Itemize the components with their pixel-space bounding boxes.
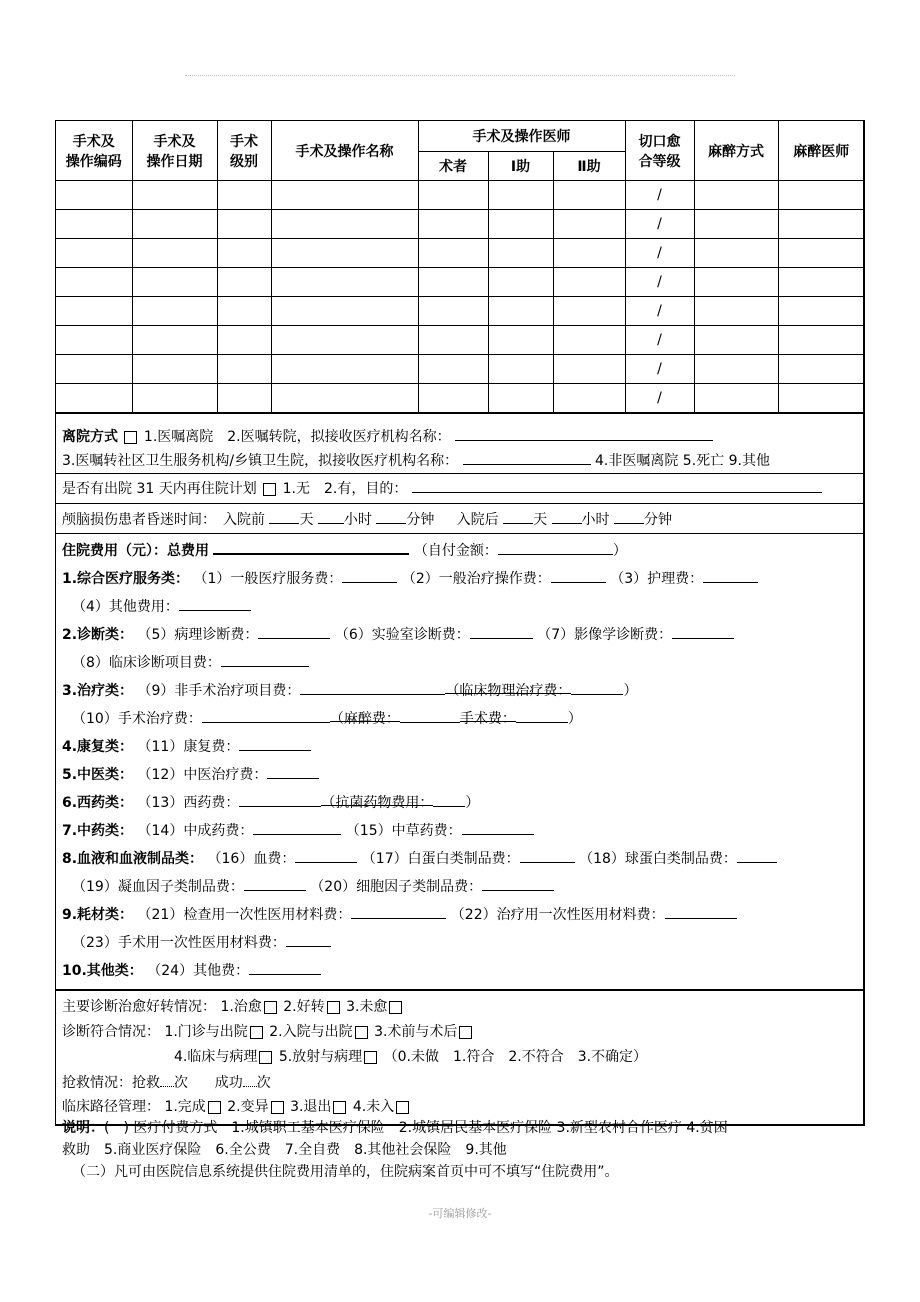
table-cell[interactable] (553, 239, 625, 268)
table-cell[interactable] (217, 297, 271, 326)
fee-2-label: （2）一般治疗操作费： (401, 571, 551, 587)
table-cell[interactable] (132, 268, 217, 297)
table-cell[interactable] (56, 355, 132, 384)
physio-close: ） (623, 683, 638, 699)
table-cell[interactable] (217, 239, 271, 268)
coma-before-minutes[interactable] (376, 507, 406, 524)
table-cell[interactable] (488, 355, 553, 384)
fees-section (56, 533, 863, 990)
table-cell[interactable] (271, 210, 418, 239)
antibiotic-fee-label: （抗菌药物费用： (321, 789, 433, 806)
table-cell[interactable] (56, 297, 132, 326)
table-cell[interactable] (56, 239, 132, 268)
cat-2-label: 2.诊断类： (62, 627, 134, 643)
col-anesthesiologist: 麻醉医师 (778, 121, 864, 181)
incision-grade-cell[interactable]: / (625, 239, 694, 268)
pathway-option-1: 1.完成 (164, 1099, 206, 1115)
fee-17-label: （17）白蛋白类制品费： (361, 851, 520, 867)
table-row (56, 239, 864, 268)
col-op-level: 手术 级别 (217, 121, 271, 181)
discharge-checkbox[interactable] (124, 431, 137, 444)
fee-15-label: （15）中草药费： (345, 823, 462, 839)
fee-12-field[interactable] (267, 762, 319, 779)
fee-11-label: （11）康复费： (137, 739, 240, 755)
pathway-option-3: 3.退出 (290, 1099, 332, 1115)
coma-after-minutes[interactable] (614, 507, 644, 524)
cat-8-label: 8.血液和血液制品类： (62, 851, 204, 867)
table-cell[interactable] (56, 210, 132, 239)
table-cell[interactable] (418, 384, 488, 413)
pathway-checkbox-1[interactable] (208, 1101, 221, 1114)
coma-section (56, 503, 863, 533)
table-row (56, 384, 864, 413)
coma-after-label: 入院后 (456, 512, 499, 528)
table-cell[interactable] (132, 297, 217, 326)
table-cell[interactable] (694, 326, 778, 355)
match-option-5: 5.放射与病理 (278, 1049, 363, 1065)
table-cell[interactable] (694, 355, 778, 384)
fee-6-label: （6）实验室诊断费： (334, 627, 470, 643)
clinical-pathway-label: 临床路径管理： (62, 1099, 160, 1115)
table-cell[interactable] (418, 239, 488, 268)
coma-label: 颅脑损伤患者昏迷时间： 入院前 (62, 512, 265, 528)
cure-status-label: 主要诊断治愈好转情况： (62, 999, 216, 1015)
table-cell[interactable] (488, 210, 553, 239)
pathway-checkbox-2[interactable] (271, 1101, 284, 1114)
match-option-1: 1.门诊与出院 (164, 1024, 248, 1040)
cat-3-label: 3.治疗类： (62, 683, 134, 699)
table-row (56, 210, 864, 239)
fee-10-label: （10）手术治疗费： (72, 711, 202, 727)
fee-1-label: （1）一般医疗服务费： (193, 571, 343, 587)
notes-section (62, 1117, 862, 1183)
match-option-4: 4.临床与病理 (174, 1049, 258, 1065)
match-checkbox-4[interactable] (259, 1051, 272, 1064)
fee-20-field[interactable] (482, 874, 554, 891)
fee-23-label: （23）手术用一次性医用材料费： (72, 935, 286, 951)
diagnosis-match-label: 诊断符合情况： (62, 1024, 160, 1040)
table-cell[interactable] (778, 181, 864, 210)
table-cell[interactable] (217, 326, 271, 355)
fee-13-label: （13）西药费： (137, 795, 240, 811)
fee-5-field[interactable] (258, 622, 330, 639)
fee-19-field[interactable] (244, 874, 306, 891)
table-cell[interactable] (778, 239, 864, 268)
table-cell[interactable] (418, 210, 488, 239)
table-cell[interactable] (553, 384, 625, 413)
cure-option-2: 2.好转 (283, 999, 325, 1015)
outcome-section (56, 990, 863, 1124)
table-cell[interactable] (217, 268, 271, 297)
fee-15-field[interactable] (462, 818, 534, 835)
fee-24-label: （24）其他费： (147, 963, 250, 979)
table-cell[interactable] (132, 239, 217, 268)
discharge-options-3: 4.非医嘱离院 5.死亡 9.其他 (594, 453, 770, 469)
table-cell[interactable] (694, 384, 778, 413)
table-cell[interactable] (271, 239, 418, 268)
table-cell[interactable] (694, 297, 778, 326)
fee-7-field[interactable] (672, 622, 734, 639)
table-cell[interactable] (553, 326, 625, 355)
table-cell[interactable] (132, 384, 217, 413)
cat-6-label: 6.西药类： (62, 795, 134, 811)
table-cell[interactable] (488, 268, 553, 297)
fee-14-field[interactable] (253, 818, 341, 835)
anesthesia-fee-field[interactable] (400, 706, 460, 723)
coma-after-hours-unit: 小时 (581, 512, 610, 528)
table-row (56, 268, 864, 297)
table-cell[interactable] (56, 326, 132, 355)
match-checkbox-5[interactable] (364, 1051, 377, 1064)
notes-payment-methods-cont: 救助 5.商业医疗保险 6.全公费 7.全自费 8.其他社会保险 9.其他 (62, 1142, 507, 1158)
match-option-2: 2.入院与出院 (269, 1024, 353, 1040)
surgery-close: ） (567, 711, 582, 727)
table-cell[interactable] (217, 355, 271, 384)
coma-after-days[interactable] (503, 507, 533, 524)
table-cell[interactable] (271, 355, 418, 384)
notes-fee-remark: （二）凡可由医院信息系统提供住院费用清单的，住院病案首页中可不填写“住院费用”。 (72, 1164, 619, 1180)
fee-3-field[interactable] (703, 566, 758, 583)
fee-16-label: （16）血费： (207, 851, 296, 867)
col-op-doctors: 手术及操作医师 (418, 121, 625, 152)
incision-grade-cell[interactable]: / (625, 355, 694, 384)
fee-21-field[interactable] (351, 902, 446, 919)
table-cell[interactable] (271, 268, 418, 297)
medical-record-form (55, 120, 865, 1126)
fee-4-field[interactable] (179, 594, 251, 611)
table-cell[interactable] (271, 326, 418, 355)
table-cell[interactable] (418, 181, 488, 210)
table-cell[interactable] (418, 268, 488, 297)
incision-grade-cell[interactable]: / (625, 181, 694, 210)
readmission-options: 1.无 2.有，目的： (282, 481, 408, 497)
table-row (56, 326, 864, 355)
table-cell[interactable] (778, 210, 864, 239)
antibiotic-fee-field[interactable] (433, 790, 465, 807)
fee-9-label: （9）非手术治疗项目费： (137, 683, 301, 699)
cat-5-label: 5.中医类： (62, 767, 134, 783)
cat-9-label: 9.耗材类： (62, 907, 134, 923)
fee-19-label: （19）凝血因子类制品费： (72, 879, 244, 895)
readmission-purpose-field[interactable] (412, 476, 822, 493)
self-pay-field[interactable] (498, 538, 613, 555)
table-cell[interactable] (56, 268, 132, 297)
table-cell[interactable] (271, 181, 418, 210)
table-cell[interactable] (694, 268, 778, 297)
operations-table (56, 121, 864, 413)
rescue-success-label: 成功 (214, 1075, 243, 1091)
discharge-section (56, 413, 863, 473)
physio-fee-field[interactable] (571, 678, 623, 695)
match-checkbox-3[interactable] (459, 1026, 472, 1039)
cat-10-label: 10.其他类： (62, 963, 143, 979)
discharge-label: 离院方式 (62, 429, 118, 445)
coma-before-hours[interactable] (318, 507, 344, 524)
table-cell[interactable] (778, 384, 864, 413)
cure-checkbox-1[interactable] (264, 1001, 277, 1014)
fee-8-field[interactable] (221, 650, 309, 667)
table-cell[interactable] (217, 181, 271, 210)
readmission-label: 是否有出院 31 天内再住院计划 (62, 481, 257, 497)
header-dotted-rule (185, 75, 735, 76)
table-cell[interactable] (418, 297, 488, 326)
fee-23-field[interactable] (286, 930, 331, 947)
fee-6-field[interactable] (470, 622, 533, 639)
coma-before-days[interactable] (269, 507, 299, 524)
cure-checkbox-2[interactable] (327, 1001, 340, 1014)
col-incision-grade: 切口愈 合等级 (625, 121, 694, 181)
fee-9-field[interactable] (300, 678, 445, 695)
col-op-date: 手术及 操作日期 (132, 121, 217, 181)
physio-fee-label: （临床物理治疗费： (445, 677, 571, 694)
table-row (56, 297, 864, 326)
fee-18-field[interactable] (737, 846, 777, 863)
pathway-checkbox-3[interactable] (333, 1101, 346, 1114)
antibiotic-close: ） (465, 795, 480, 811)
fee-21-label: （21）检查用一次性医用材料费： (137, 907, 352, 923)
match-option-3: 3.术前与术后 (374, 1024, 458, 1040)
table-cell[interactable] (778, 268, 864, 297)
table-cell[interactable] (553, 210, 625, 239)
col-assistant-2: Ⅱ助 (553, 152, 625, 181)
table-cell[interactable] (553, 181, 625, 210)
total-fee-field[interactable] (213, 537, 409, 555)
match-legend: （0.未做 1.符合 2.不符合 3.不确定） (383, 1049, 648, 1065)
table-cell[interactable] (488, 239, 553, 268)
rescue-success-field[interactable] (243, 1070, 257, 1087)
table-cell[interactable] (488, 181, 553, 210)
surgery-fee-label: 手术费： (460, 705, 516, 722)
coma-minutes-unit: 分钟 (406, 512, 435, 528)
fee-22-label: （22）治疗用一次性医用材料费： (450, 907, 665, 923)
match-checkbox-1[interactable] (250, 1026, 263, 1039)
table-cell[interactable] (217, 210, 271, 239)
surgery-fee-field[interactable] (516, 706, 568, 723)
community-hospital-field[interactable] (463, 448, 591, 465)
pathway-checkbox-4[interactable] (396, 1101, 409, 1114)
table-cell[interactable] (553, 355, 625, 384)
coma-after-hours[interactable] (552, 507, 582, 524)
fee-4-label: （4）其他费用： (72, 599, 179, 615)
table-cell[interactable] (56, 181, 132, 210)
col-op-code: 手术及 操作编码 (56, 121, 132, 181)
fee-7-label: （7）影像学诊断费： (537, 627, 673, 643)
fee-14-label: （14）中成药费： (137, 823, 254, 839)
table-cell[interactable] (778, 355, 864, 384)
match-checkbox-2[interactable] (355, 1026, 368, 1039)
cure-option-1: 1.治愈 (220, 999, 262, 1015)
notes-title: 说明： (62, 1120, 104, 1136)
self-pay-label: （自付金额： (413, 543, 498, 559)
cure-option-3: 3.未愈 (346, 999, 388, 1015)
fee-3-label: （3）护理费： (610, 571, 704, 587)
self-pay-close: ） (612, 543, 627, 559)
readmission-section (56, 473, 863, 503)
coma-after-days-unit: 天 (533, 512, 548, 528)
table-cell[interactable] (488, 297, 553, 326)
rescue-success-unit: 次 (256, 1075, 271, 1091)
fee-17-field[interactable] (520, 846, 575, 863)
footer-editable-mark: -可编辑修改- (428, 1207, 492, 1220)
table-cell[interactable] (694, 210, 778, 239)
fee-16-field[interactable] (295, 846, 357, 863)
rescue-unit: 次 (174, 1075, 188, 1091)
incision-grade-cell[interactable]: / (625, 384, 694, 413)
col-op-name: 手术及操作名称 (271, 121, 418, 181)
table-cell[interactable] (271, 297, 418, 326)
transfer-hospital-field[interactable] (455, 424, 713, 441)
table-cell[interactable] (132, 326, 217, 355)
fee-12-label: （12）中医治疗费： (137, 767, 268, 783)
pathway-option-4: 4.未入 (352, 1099, 395, 1115)
readmission-checkbox[interactable] (263, 483, 276, 496)
pathway-option-2: 2.变异 (227, 1099, 269, 1115)
table-cell[interactable] (217, 384, 271, 413)
incision-grade-cell[interactable]: / (625, 297, 694, 326)
fee-10-field[interactable] (202, 706, 330, 723)
rescue-label: 抢救情况：抢救 (62, 1075, 160, 1091)
fee-8-label: （8）临床诊断项目费： (72, 655, 221, 671)
table-row (56, 355, 864, 384)
coma-days-unit: 天 (299, 512, 314, 528)
notes-payment-methods: (一) 医疗付费方式 1.城镇职工基本医疗保险 2.城镇居民基本医疗保险 3.新型农村合作医疗 4.贫困 (104, 1120, 728, 1136)
col-assistant-1: Ⅰ助 (488, 152, 553, 181)
table-cell[interactable] (553, 297, 625, 326)
table-cell[interactable] (553, 268, 625, 297)
fee-22-field[interactable] (665, 902, 737, 919)
table-cell[interactable] (418, 355, 488, 384)
incision-grade-cell[interactable]: / (625, 268, 694, 297)
table-cell[interactable] (132, 210, 217, 239)
table-cell[interactable] (488, 326, 553, 355)
col-anesthesia-method: 麻醉方式 (694, 121, 778, 181)
incision-grade-cell[interactable]: / (625, 326, 694, 355)
fee-13-field[interactable] (239, 790, 321, 807)
incision-grade-cell[interactable]: / (625, 210, 694, 239)
fee-18-label: （18）球蛋白类制品费： (579, 851, 737, 867)
fee-20-label: （20）细胞因子类制品费： (310, 879, 483, 895)
table-row (56, 181, 864, 210)
coma-after-minutes-unit: 分钟 (643, 512, 672, 528)
rescue-count-field[interactable] (160, 1070, 174, 1087)
table-cell[interactable] (488, 384, 553, 413)
fee-1-field[interactable] (342, 566, 397, 583)
table-cell[interactable] (56, 384, 132, 413)
coma-hours-unit: 小时 (343, 512, 372, 528)
cat-7-label: 7.中药类： (62, 823, 134, 839)
anesthesia-fee-label: （麻醉费： (330, 705, 400, 722)
fee-24-field[interactable] (249, 958, 321, 975)
table-cell[interactable] (271, 384, 418, 413)
discharge-options-1: 1.医嘱离院 2.医嘱转院，拟接收医疗机构名称： (143, 429, 451, 445)
col-surgeon: 术者 (418, 152, 488, 181)
table-cell[interactable] (694, 181, 778, 210)
fee-5-label: （5）病理诊断费： (137, 627, 259, 643)
fee-11-field[interactable] (239, 734, 311, 751)
discharge-options-2: 3.医嘱转社区卫生服务机构/乡镇卫生院，拟接收医疗机构名称： (62, 453, 459, 469)
fee-2-field[interactable] (551, 566, 606, 583)
cat-4-label: 4.康复类： (62, 739, 134, 755)
cure-checkbox-3[interactable] (389, 1001, 402, 1014)
total-fee-label: 住院费用（元）：总费用 (62, 543, 209, 559)
table-cell[interactable] (132, 355, 217, 384)
table-cell[interactable] (694, 239, 778, 268)
table-cell[interactable] (778, 297, 864, 326)
table-cell[interactable] (418, 326, 488, 355)
table-cell[interactable] (778, 326, 864, 355)
table-cell[interactable] (132, 181, 217, 210)
cat-1-label: 1.综合医疗服务类： (62, 571, 190, 587)
